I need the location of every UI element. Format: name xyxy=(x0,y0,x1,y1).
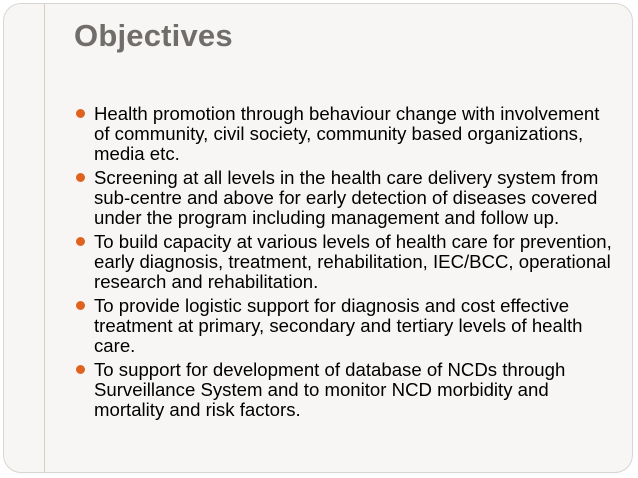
objectives-list xyxy=(94,104,614,424)
objective-text: To build capacity at various levels of health care for prevention, early diagnosis, treatment, rehabilitation, IEC/BCC, operational research and rehabilitation. xyxy=(94,231,612,292)
bullet-dot-icon xyxy=(76,365,85,374)
objective-text: Screening at all levels in the health care delivery system from sub-centre and above for early detection of diseases covered under the program including management and follow up. xyxy=(94,167,599,228)
bullet-dot-icon xyxy=(76,301,85,310)
objective-item xyxy=(94,168,614,228)
bullet-dot-icon xyxy=(76,173,85,182)
objective-text: To support for development of database of NCDs through Surveillance System and to monitor NCD morbidity and mortality and risk factors. xyxy=(94,359,566,420)
objective-item xyxy=(94,296,614,356)
objective-item xyxy=(94,232,614,292)
objective-item xyxy=(94,360,614,420)
bullet-dot-icon xyxy=(76,109,85,118)
bullet-dot-icon xyxy=(76,237,85,246)
objective-text: To provide logistic support for diagnosis and cost effective treatment at primary, secondary and tertiary levels of health care. xyxy=(94,295,583,356)
slide-frame xyxy=(3,3,633,473)
objective-item xyxy=(94,104,614,164)
left-guide-line xyxy=(44,4,45,472)
slide-title: Objectives xyxy=(74,18,233,53)
objective-text: Health promotion through behaviour change with involvement of community, civil society, community based organizations, media etc. xyxy=(94,103,600,164)
